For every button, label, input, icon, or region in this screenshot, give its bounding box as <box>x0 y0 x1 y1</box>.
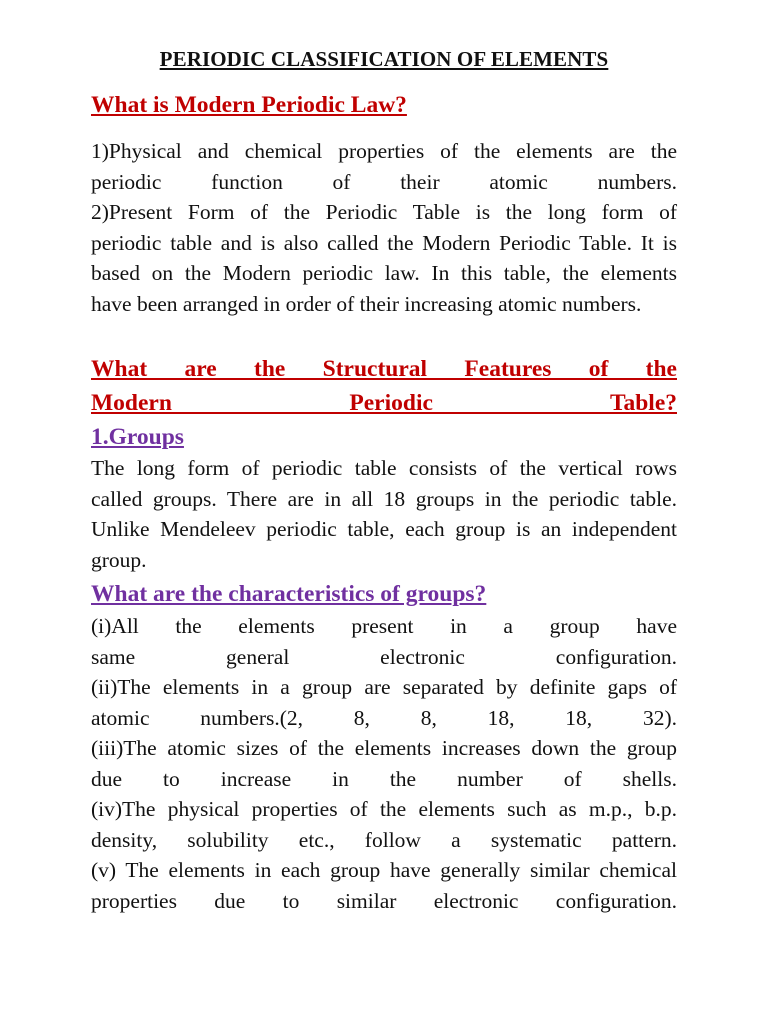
paragraph-groups <box>91 453 677 575</box>
text-line: 1)Physical and chemical properties of the elements are the <box>91 139 677 163</box>
document-title: PERIODIC CLASSIFICATION OF ELEMENTS <box>159 47 609 71</box>
text-line: (ii)The elements in a group are separated by definite gaps of <box>91 675 677 699</box>
heading-structural-features <box>91 352 677 420</box>
heading-group-characteristics: What are the characteristics of groups? <box>91 581 487 607</box>
text-line: (i)All the elements present in a group have <box>91 614 677 638</box>
paragraph-periodic-law <box>91 136 677 319</box>
text-line: periodic table and is also called the Modern Periodic Table. It is <box>91 230 677 255</box>
text-line: due to increase in the number of shells. <box>91 766 677 791</box>
paragraph-group-characteristics <box>91 611 677 916</box>
text-line: 2)Present Form of the Periodic Table is the long form of <box>91 200 677 224</box>
text-line: Unlike Mendeleev periodic table, each group is an independent <box>91 517 677 541</box>
text-line: group. <box>91 547 147 572</box>
text-line: (iv)The physical properties of the elements such as m.p., b.p. <box>91 797 677 821</box>
text-line: same general electronic configuration. <box>91 644 677 669</box>
heading-line: What are the Structural Features of the <box>91 356 677 382</box>
heading-groups: 1.Groups <box>91 424 184 450</box>
text-line: based on the Modern periodic law. In this table, the elements <box>91 261 677 285</box>
text-line: density, solubility etc., follow a systematic pattern. <box>91 827 677 852</box>
heading-modern-periodic-law: What is Modern Periodic Law? <box>91 92 407 118</box>
text-line: The long form of periodic table consists of the vertical rows <box>91 456 677 480</box>
heading-line: Modern Periodic Table? <box>91 390 677 416</box>
text-line: atomic numbers.(2, 8, 8, 18, 18, 32). <box>91 705 677 730</box>
text-line: properties due to similar electronic configuration. <box>91 888 677 913</box>
text-line: (iii)The atomic sizes of the elements increases down the group <box>91 736 677 760</box>
text-line: have been arranged in order of their increasing atomic numbers. <box>91 291 642 316</box>
text-line: periodic function of their atomic numbers. <box>91 169 677 194</box>
text-line: called groups. There are in all 18 groups in the periodic table. <box>91 486 677 511</box>
text-line: (v) The elements in each group have generally similar chemical <box>91 858 677 882</box>
